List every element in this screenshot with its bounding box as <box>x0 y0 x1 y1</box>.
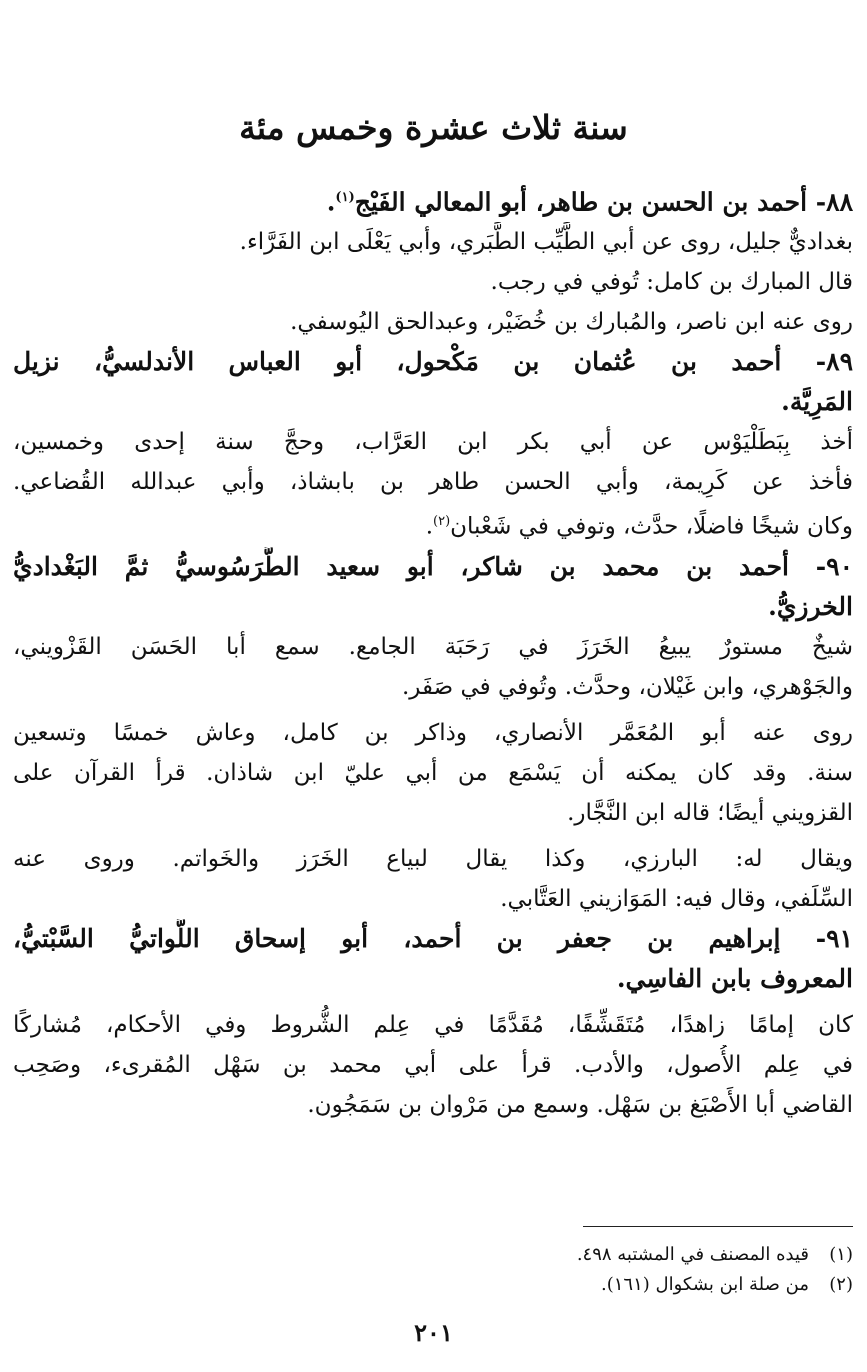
entry-88-line-2: قال المبارك بن كامل: تُوفي في رجب. <box>490 269 853 296</box>
entry-91-line-3: القاضي أبا الأَصْبَغ بن سَهْل. وسمع من مَرْوان بن سَمَجُون. <box>307 1091 853 1118</box>
entry-88-line-3: روى عنه ابن ناصر، والمُبارك بن خُضَيْر، وعبدالحق اليُوسفي. <box>290 309 853 336</box>
entry-90-line-3: روى عنه أبو المُعَمَّر الأنصاري، وذاكر بن كامل، وعاش خمسًا وتسعين <box>13 719 853 746</box>
entry-89-line-3: وكان شيخًا فاضلًا، حدَّث، وتوفي في شَعْبان$^{(٢)}$. <box>425 513 853 540</box>
entry-90-line-4: سنة. وقد كان يمكنه أن يَسْمَع من أبي عليّ ابن شاذان. قرأ القرآن على <box>13 759 853 786</box>
page-number: ٢٠١ <box>414 1318 453 1347</box>
footnote-2: (٢)من صلة ابن بشكوال (١٦١). <box>600 1274 853 1295</box>
footnote-1: (١)قيده المصنف في المشتبه ٤٩٨. <box>576 1244 853 1265</box>
footnote-divider <box>583 1226 853 1227</box>
footnote-ref-1[interactable]: (١) <box>335 190 355 205</box>
entry-90-heading-cont: الخرزيُّ. <box>768 591 853 621</box>
entry-91-heading-cont: المعروف بابن الفاسِي. <box>616 963 853 993</box>
page-body <box>13 178 853 1125</box>
entry-91-line-1: كان إمامًا زاهدًا، مُتَقَشِّفًا، مُقَدَّمًا في عِلم الشُّروط وفي الأحكام، مُشاركًا <box>13 1011 853 1038</box>
footnote-ref-2[interactable]: (٢) <box>433 514 451 530</box>
entry-90-heading: ٩٠- أحمد بن محمد بن شاكر، أبو سعيد الطَّرَسُوسيُّ ثمَّ البَغْداديُّ <box>13 551 853 581</box>
entry-89-heading: ٨٩- أحمد بن عُثمان بن مَكْحول، أبو العباس الأندلسيُّ، نزيل <box>13 347 853 377</box>
entry-89-line-1: أخذ بِبَطَلْيَوْس عن أبي بكر ابن العَرَّاب، وحجَّ سنة إحدى وخمسين، <box>13 429 853 456</box>
entry-91-heading: ٩١- إبراهيم بن جعفر بن أحمد، أبو إسحاق اللَّواتيُّ السَّبْتيُّ، <box>13 923 853 953</box>
entry-89-line-2: فأخذ عن كَرِيمة، وأبي الحسن طاهر بن بابشاذ، وأبي عبدالله القُضاعي. <box>13 469 853 496</box>
entry-90-line-2: والجَوْهري، وابن غَيْلان، وحدَّث. وتُوفي في صَفَر. <box>401 673 853 700</box>
entry-90-line-7: السِّلَفي، وقال فيه: المَوَازيني العَتَّابي. <box>500 885 853 912</box>
entry-90-line-5: القزويني أيضًا؛ قاله ابن النَّجَّار. <box>567 799 853 826</box>
entry-89-heading-cont: المَرِيَّة. <box>781 387 853 417</box>
entry-90-line-1: شيخٌ مستورٌ يبيعُ الخَرَزَ في رَحَبَة الجامع. سمع أبا الحَسَن القَزْويني، <box>13 633 853 660</box>
entry-88-line-1: بغداديٌّ جليل، روى عن أبي الطَّيِّب الطَّبَري، وأبي يَعْلَى ابن الفَرَّاء. <box>239 229 853 256</box>
entry-90-line-6: ويقال له: البارزي، وكذا يقال لبياع الخَرَز والخَواتم. وروى عنه <box>13 845 853 872</box>
entry-91-line-2: في عِلم الأُصول، والأدب. قرأ على أبي محمد بن سَهْل المُقرىء، وصَحِب <box>13 1051 853 1078</box>
page-title: سنة ثلاث عشرة وخمس مئة <box>239 108 628 147</box>
footnotes <box>253 1240 853 1300</box>
entry-88-heading: ٨٨- أحمد بن الحسن بن طاهر، أبو المعالي الفَيْج$^{(١)}$. <box>326 187 853 217</box>
